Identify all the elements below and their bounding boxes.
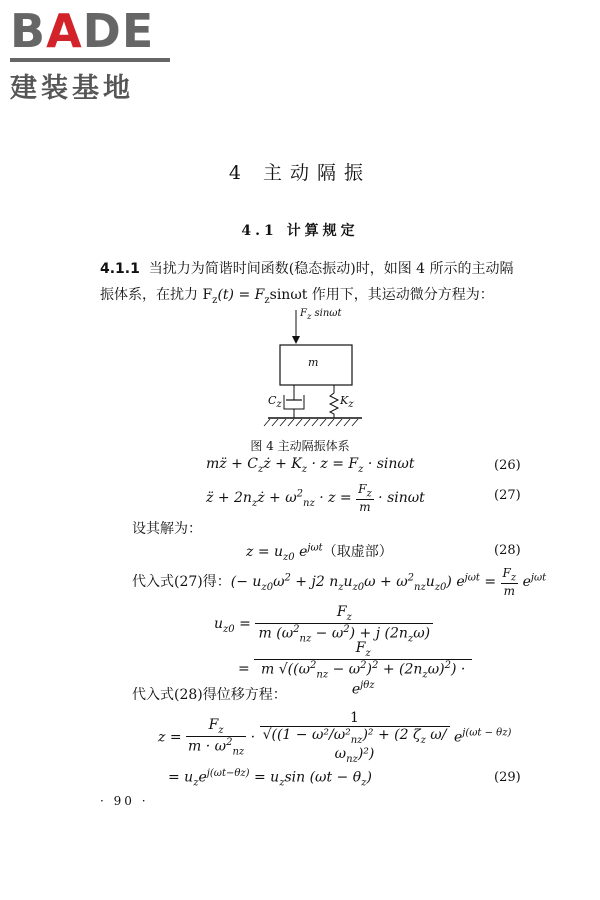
paragraph-text: 当扰力为简谐时间函数(稳态振动)时，如图 4 所示的主动隔振体系，在扰力 F xyxy=(100,261,514,303)
equation-28: $z = u_{z0}$ $e^{j\omega t}$（取虚部） xyxy=(246,542,393,563)
section-title: 4.1 计算规定 xyxy=(241,223,359,239)
isolation-system-figure xyxy=(250,308,380,433)
logo-divider xyxy=(10,58,170,62)
paragraph-formula: (t) = F xyxy=(217,287,265,303)
set-solution-text: 设其解为： xyxy=(132,521,202,537)
mass-label: m xyxy=(308,356,319,369)
equation-26: mz̈ + $C_zż + K_z \cdot z = F_z \cdot \sin\omega t$ xyxy=(206,456,415,475)
page-number: · 90 · xyxy=(100,794,149,808)
force-arrow-head xyxy=(292,336,300,344)
substitute-27: 代入式(27)得：(− $u_{z0}\omega^2 + j2$ $n_zu_{z0}\omega + \omega^2_{nz}u_{z0}$) $e^{j\omega t}$ = $\frac{F_z}{m}$ $e^{j\omega t}$ xyxy=(132,566,547,599)
ground-hatch xyxy=(264,419,358,426)
equation-29-number: (29) xyxy=(494,770,521,785)
amplitude-equation-1: $u_{z0}$ = $F_z$ m $(\omega^2_{nz} - \omega^2) + j$ $(2n_z\omega)$ xyxy=(214,604,433,644)
paragraph-4-1-1: 4.1.1 当扰力为简谐时间函数(稳态振动)时，如图 4 所示的主动隔振体系，在扰力 $F_z(t) = F_z\sin\omega t$ 作用下，其运动微分方程为： xyxy=(100,261,514,306)
spring-label: $K_z$ xyxy=(340,394,354,411)
equation-28-number: (28) xyxy=(494,543,521,558)
amplitude-equation-2: = $F_z$ m $√((\omega^2_{nz} - \omega^2)^2 + (2n_z\omega)^2) \cdot e^{j\theta z}$ xyxy=(238,640,472,698)
equation-27-number: (27) xyxy=(494,488,521,503)
figure-caption: 图 4 主动隔振体系 xyxy=(250,439,350,453)
paragraph-number: 4.1.1 xyxy=(100,261,140,277)
brand-logo xyxy=(10,6,175,105)
spring xyxy=(330,385,338,418)
equation-29: z = $\frac{F_z}{m \cdot \omega^2_{nz}}$ · 1 $√((1 - \omega^2/\omega^2_{nz})^2 + (2$ $\zeta_z$ $\omega/\omega_{nz})^2$) $e^{j(\omega t - \theta z)}$ xyxy=(158,710,512,765)
chapter-title: 4 主动隔振 xyxy=(228,162,372,184)
equation-29-line-2: = $u_ze^{j(\omega t-\theta z)} = u_z\sin$ $(\omega t - \theta_z)$ xyxy=(168,768,372,789)
logo-subtitle: 建装基地 xyxy=(10,73,134,104)
logo-wordmark: BADE xyxy=(10,4,155,58)
equation-27: z̈ + $2n_zż + \omega^2_{nz} \cdot z$ = $\frac{F_z}{m}$ · sinωt xyxy=(206,482,425,515)
paragraph-text-tail: sinωt 作用下，其运动微分方程为： xyxy=(269,287,494,303)
substitute-28: 代入式(28)得位移方程： xyxy=(132,687,287,703)
equation-26-number: (26) xyxy=(494,458,521,473)
damper-label: $C_z$ xyxy=(268,394,282,411)
force-label: $F_z$ sinωt xyxy=(300,308,342,321)
